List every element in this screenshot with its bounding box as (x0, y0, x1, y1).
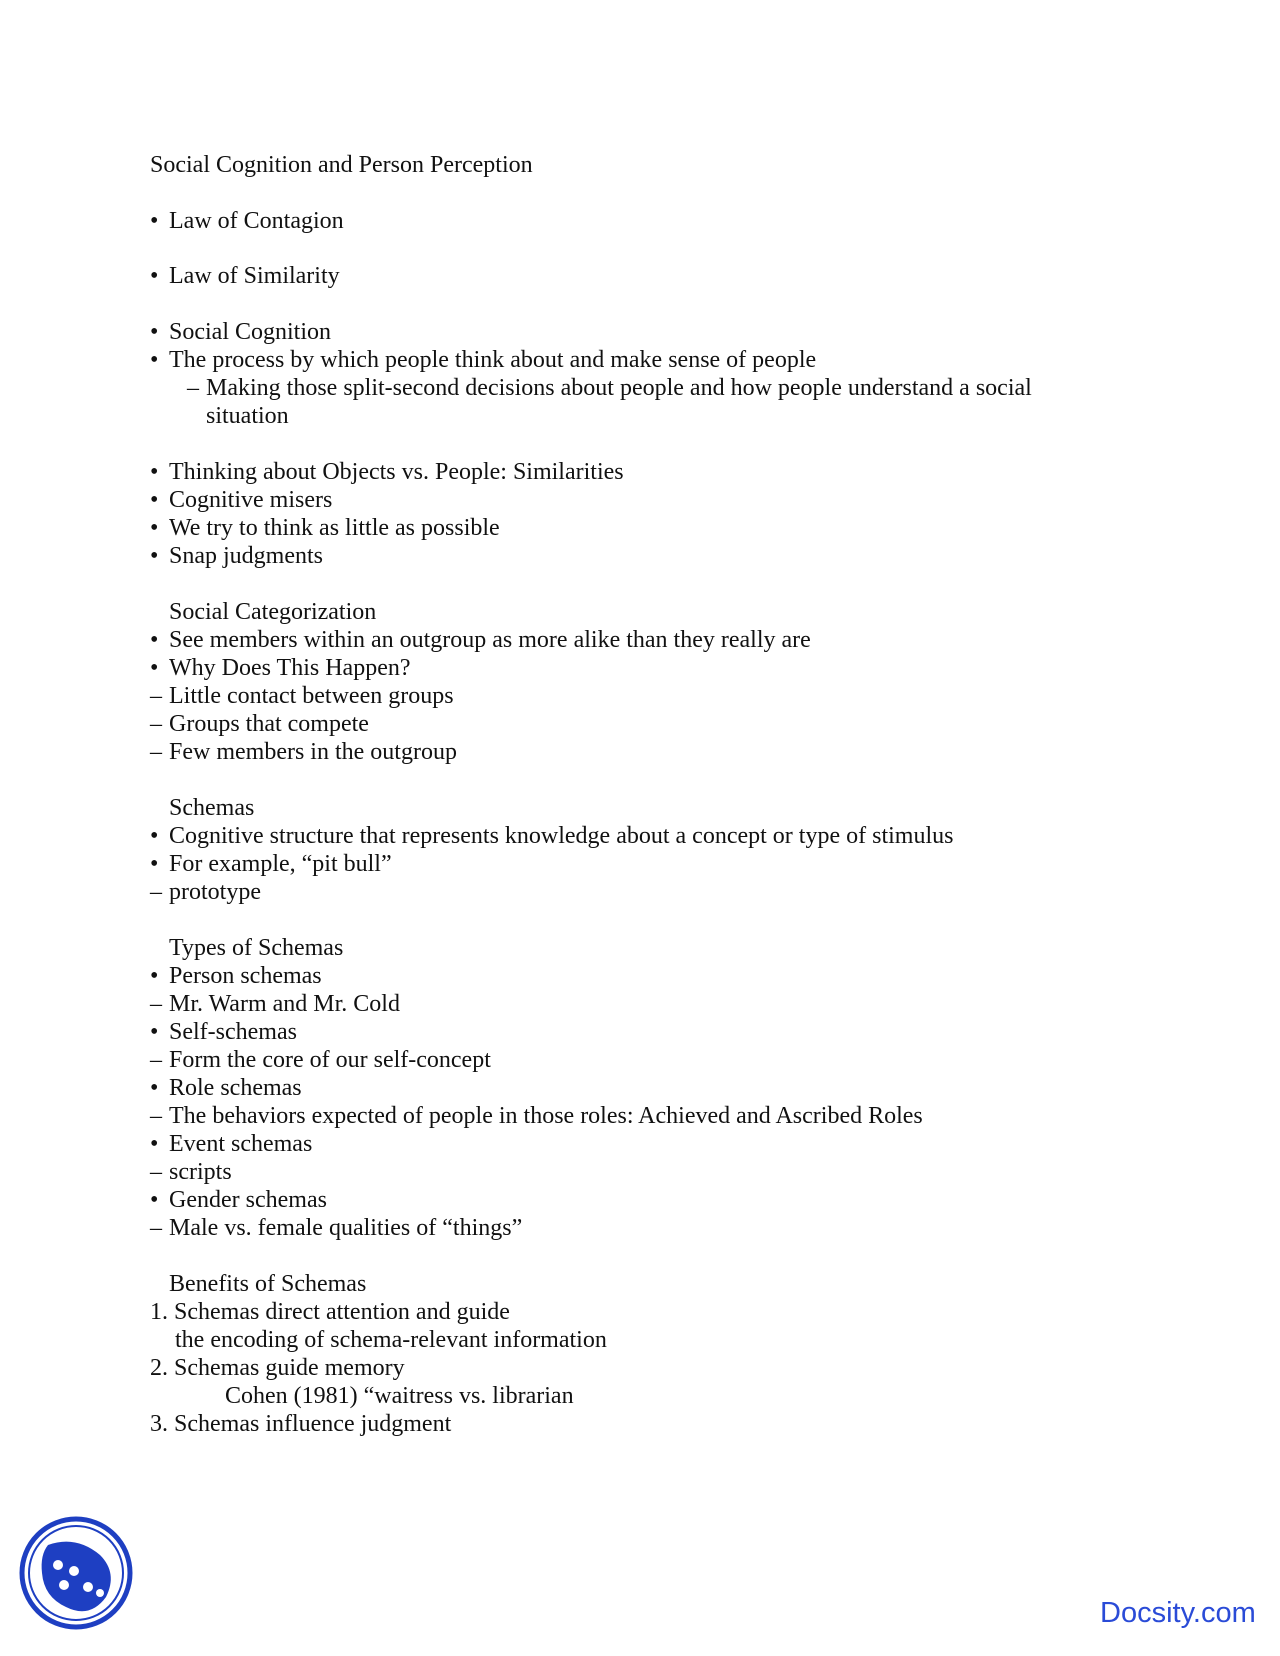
bullet-marker: • (150, 347, 159, 373)
dash-marker: – (150, 991, 162, 1017)
section-heading: Social Categorization (169, 599, 377, 625)
sub-list-item (150, 738, 457, 766)
list-item-text: Few members in the outgroup (169, 739, 457, 765)
list-item-text: Cognitive structure that represents knowledge about a concept or type of stimulus (169, 823, 954, 849)
list-item-text: For example, “pit bull” (169, 851, 392, 877)
bullet-marker: • (150, 487, 159, 513)
list-item-text: Why Does This Happen? (169, 655, 411, 681)
list-item-text: Snap judgments (169, 543, 323, 569)
list-item (150, 458, 624, 486)
list-item-text: See members within an outgroup as more alike than they really are (169, 627, 811, 653)
dash-marker: – (150, 1047, 162, 1073)
list-item-text: Role schemas (169, 1075, 302, 1101)
list-item-text: Self-schemas (169, 1019, 297, 1045)
section-heading: Benefits of Schemas (169, 1271, 367, 1297)
page-title: Social Cognition and Person Perception (150, 152, 533, 178)
bullet-marker: • (150, 263, 159, 289)
list-item (150, 626, 811, 654)
list-item (150, 346, 816, 374)
numbered-item-continuation: the encoding of schema-relevant information (175, 1327, 607, 1353)
list-item-text: We try to think as little as possible (169, 515, 500, 541)
list-item-text: Cognitive misers (169, 487, 333, 513)
dash-marker: – (150, 1215, 162, 1241)
sub-list-item (150, 878, 261, 906)
list-item-text: Event schemas (169, 1131, 313, 1157)
docsity-logo-svg (18, 1515, 134, 1631)
list-item (150, 318, 331, 346)
docsity-logo-icon (18, 1515, 134, 1631)
section-heading: Schemas (169, 795, 255, 821)
list-item-text: Groups that compete (169, 711, 369, 737)
list-item (150, 1130, 312, 1158)
list-item-text: Gender schemas (169, 1187, 327, 1213)
bullet-marker: • (150, 1131, 159, 1157)
list-item-text: Law of Similarity (169, 263, 340, 289)
list-item-text: prototype (169, 879, 261, 905)
list-item-continuation: situation (206, 403, 289, 429)
docsity-brand-text[interactable]: Docsity.com (1100, 1597, 1256, 1629)
dash-marker: – (150, 1103, 162, 1129)
bullet-marker: • (150, 627, 159, 653)
citation-text: Cohen (1981) “waitress vs. librarian (225, 1383, 574, 1409)
bullet-marker: • (150, 319, 159, 345)
list-item-text: Little contact between groups (169, 683, 454, 709)
bullet-marker: • (150, 823, 159, 849)
bullet-marker: • (150, 1019, 159, 1045)
bullet-marker: • (150, 459, 159, 485)
sub-list-item (150, 1214, 522, 1242)
list-item-text: Person schemas (169, 963, 322, 989)
dash-marker: – (187, 375, 199, 401)
bullet-marker: • (150, 963, 159, 989)
bullet-marker: • (150, 1075, 159, 1101)
list-item (150, 486, 332, 514)
bullet-marker: • (150, 1187, 159, 1213)
list-item-text: Mr. Warm and Mr. Cold (169, 991, 400, 1017)
sub-list-item (150, 990, 400, 1018)
numbered-item: 1. Schemas direct attention and guide (150, 1299, 510, 1325)
list-item-text: The behaviors expected of people in those roles: Achieved and Ascribed Roles (169, 1103, 923, 1129)
list-item (150, 850, 392, 878)
numbered-item: 3. Schemas influence judgment (150, 1411, 452, 1437)
list-item (150, 1018, 297, 1046)
dash-marker: – (150, 683, 162, 709)
list-item (150, 207, 344, 235)
bullet-marker: • (150, 543, 159, 569)
dash-marker: – (150, 879, 162, 905)
bullet-marker: • (150, 515, 159, 541)
sub-list-item (150, 1102, 923, 1130)
list-item (150, 962, 322, 990)
dash-marker: – (150, 739, 162, 765)
list-item-text: Form the core of our self-concept (169, 1047, 491, 1073)
list-item (150, 822, 953, 850)
numbered-item: 2. Schemas guide memory (150, 1355, 405, 1381)
list-item (150, 542, 323, 570)
list-item (150, 1186, 327, 1214)
sub-list-item (150, 682, 454, 710)
bullet-marker: • (150, 851, 159, 877)
dash-marker: – (150, 711, 162, 737)
bullet-marker: • (150, 655, 159, 681)
list-item-text: Thinking about Objects vs. People: Similarities (169, 459, 624, 485)
section-heading: Types of Schemas (169, 935, 344, 961)
list-item (150, 514, 500, 542)
sub-list-item (187, 374, 1032, 402)
list-item-text: Male vs. female qualities of “things” (169, 1215, 523, 1241)
sub-list-item (150, 1046, 491, 1074)
bullet-marker: • (150, 208, 159, 234)
list-item-text: Social Cognition (169, 319, 331, 345)
list-item (150, 262, 340, 290)
sub-list-item (150, 1158, 232, 1186)
sub-list-item (150, 710, 369, 738)
list-item-text: Making those split-second decisions about people and how people understand a social (206, 375, 1032, 401)
dash-marker: – (150, 1159, 162, 1185)
list-item (150, 1074, 302, 1102)
list-item-text: Law of Contagion (169, 208, 344, 234)
list-item-text: The process by which people think about and make sense of people (169, 347, 817, 373)
list-item (150, 654, 411, 682)
list-item-text: scripts (169, 1159, 232, 1185)
